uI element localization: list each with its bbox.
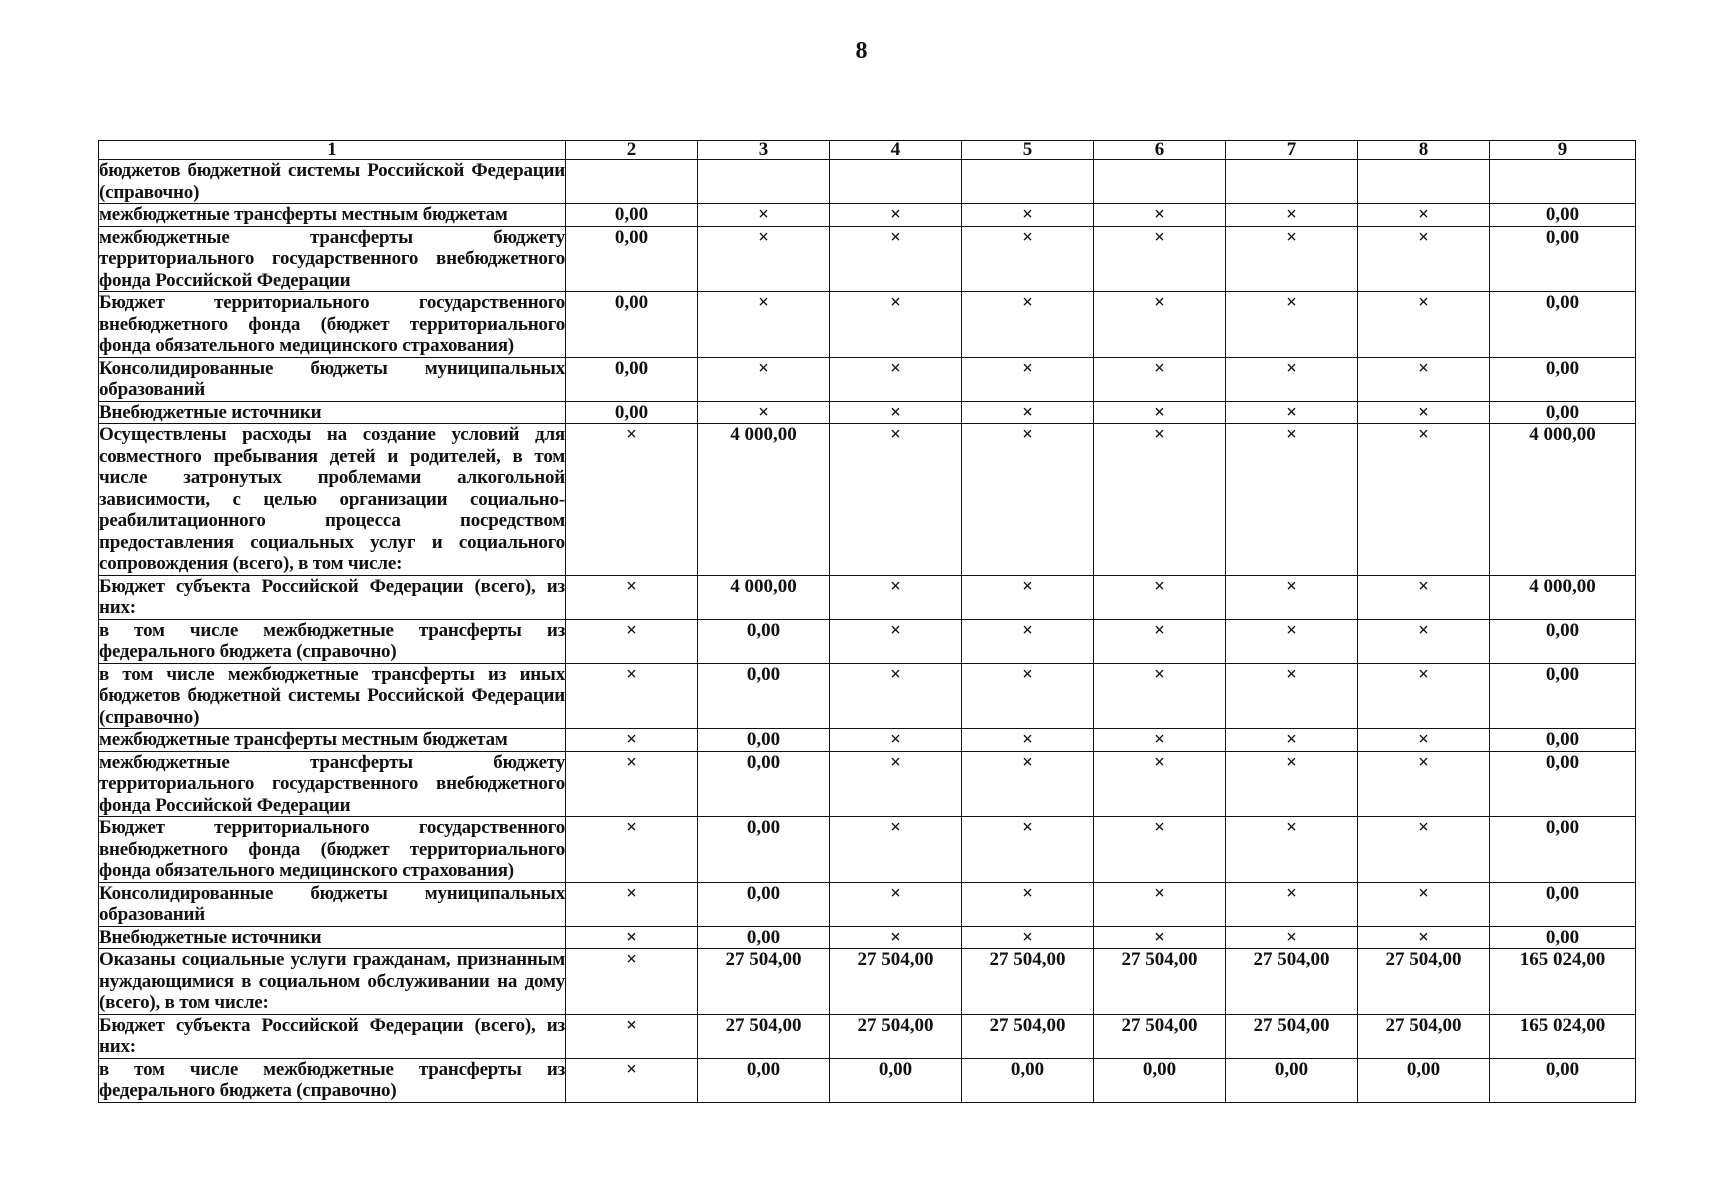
row-value: 0,00 bbox=[698, 882, 830, 926]
row-value bbox=[698, 160, 830, 204]
row-value: × bbox=[1094, 817, 1226, 883]
row-value: × bbox=[962, 204, 1094, 227]
row-value: 0,00 bbox=[1490, 204, 1636, 227]
row-description: Бюджет территориального государственного внебюджетного фонда (бюджет территориального фонда обязательного медицинского страхования) bbox=[99, 817, 565, 881]
row-value: 0,00 bbox=[698, 729, 830, 752]
row-value: × bbox=[1226, 882, 1358, 926]
row-value: × bbox=[1226, 751, 1358, 817]
row-value: × bbox=[1094, 619, 1226, 663]
row-value: 27 504,00 bbox=[1358, 949, 1490, 1015]
row-value: 27 504,00 bbox=[698, 949, 830, 1015]
row-value: × bbox=[962, 751, 1094, 817]
table-row bbox=[99, 619, 1636, 663]
row-value: 0,00 bbox=[1490, 751, 1636, 817]
column-number: 4 bbox=[830, 141, 962, 160]
row-value: × bbox=[1094, 226, 1226, 292]
row-value: × bbox=[1094, 401, 1226, 424]
column-number: 7 bbox=[1226, 141, 1358, 160]
table-row bbox=[99, 663, 1636, 729]
row-value: × bbox=[566, 751, 698, 817]
row-value: 0,00 bbox=[1490, 663, 1636, 729]
table-row bbox=[99, 882, 1636, 926]
row-value: × bbox=[566, 1014, 698, 1058]
row-value: × bbox=[566, 882, 698, 926]
row-value: 165 024,00 bbox=[1490, 1014, 1636, 1058]
row-value: 27 504,00 bbox=[962, 949, 1094, 1015]
column-number: 3 bbox=[698, 141, 830, 160]
row-value: × bbox=[830, 663, 962, 729]
row-value: × bbox=[962, 401, 1094, 424]
row-value: × bbox=[566, 424, 698, 576]
column-number: 2 bbox=[566, 141, 698, 160]
row-value: 0,00 bbox=[1490, 882, 1636, 926]
table-row bbox=[99, 424, 1636, 576]
row-value: 0,00 bbox=[566, 401, 698, 424]
row-value: × bbox=[1358, 575, 1490, 619]
row-value: × bbox=[1226, 204, 1358, 227]
column-number: 1 bbox=[99, 141, 566, 160]
table-row bbox=[99, 292, 1636, 358]
row-value: × bbox=[566, 949, 698, 1015]
row-value: × bbox=[1094, 926, 1226, 949]
row-value: × bbox=[1094, 575, 1226, 619]
column-number: 8 bbox=[1358, 141, 1490, 160]
row-value: × bbox=[1226, 663, 1358, 729]
row-value: × bbox=[1358, 817, 1490, 883]
row-value: 27 504,00 bbox=[1094, 949, 1226, 1015]
table-row bbox=[99, 949, 1636, 1015]
table-row bbox=[99, 575, 1636, 619]
row-value: × bbox=[830, 882, 962, 926]
row-value: × bbox=[1226, 575, 1358, 619]
row-value: × bbox=[962, 619, 1094, 663]
row-value: 0,00 bbox=[566, 204, 698, 227]
row-value: 4 000,00 bbox=[1490, 424, 1636, 576]
row-value: 0,00 bbox=[1358, 1058, 1490, 1102]
row-value: × bbox=[830, 204, 962, 227]
row-value: × bbox=[1094, 751, 1226, 817]
row-description: в том числе межбюджетные трансферты из федерального бюджета (справочно) bbox=[99, 1058, 565, 1101]
row-value: × bbox=[962, 575, 1094, 619]
row-value: 0,00 bbox=[1490, 817, 1636, 883]
column-number: 6 bbox=[1094, 141, 1226, 160]
row-value: × bbox=[1358, 226, 1490, 292]
row-value: 0,00 bbox=[698, 751, 830, 817]
table-row bbox=[99, 729, 1636, 752]
row-value: 165 024,00 bbox=[1490, 949, 1636, 1015]
row-description: бюджетов бюджетной системы Российской Федерации (справочно) bbox=[99, 160, 565, 203]
row-value bbox=[962, 160, 1094, 204]
row-value: × bbox=[1226, 292, 1358, 358]
table-row bbox=[99, 751, 1636, 817]
row-value: × bbox=[830, 619, 962, 663]
row-value: 0,00 bbox=[1490, 357, 1636, 401]
row-value: × bbox=[1358, 729, 1490, 752]
row-value: × bbox=[1358, 292, 1490, 358]
row-value: 0,00 bbox=[698, 817, 830, 883]
table-row bbox=[99, 817, 1636, 883]
row-value: × bbox=[962, 817, 1094, 883]
row-value: × bbox=[1226, 729, 1358, 752]
row-value: × bbox=[1094, 729, 1226, 752]
row-value: × bbox=[962, 729, 1094, 752]
row-value bbox=[1490, 160, 1636, 204]
row-description: межбюджетные трансферты местным бюджетам bbox=[99, 204, 566, 227]
row-value: × bbox=[962, 882, 1094, 926]
row-value: × bbox=[1226, 424, 1358, 576]
row-value bbox=[1358, 160, 1490, 204]
row-value: 27 504,00 bbox=[1226, 1014, 1358, 1058]
row-value: × bbox=[698, 204, 830, 227]
table-row bbox=[99, 401, 1636, 424]
row-value: 4 000,00 bbox=[698, 424, 830, 576]
budget-table bbox=[98, 140, 1636, 1103]
row-value: 0,00 bbox=[1490, 292, 1636, 358]
row-value: × bbox=[830, 751, 962, 817]
row-value: × bbox=[1094, 357, 1226, 401]
row-value: × bbox=[566, 926, 698, 949]
row-value: × bbox=[1094, 424, 1226, 576]
row-value: × bbox=[1358, 663, 1490, 729]
page-number: 8 bbox=[855, 38, 868, 64]
row-value: × bbox=[1358, 424, 1490, 576]
row-value bbox=[1226, 160, 1358, 204]
row-value: × bbox=[566, 729, 698, 752]
row-value: 0,00 bbox=[1490, 1058, 1636, 1102]
table-row bbox=[99, 926, 1636, 949]
row-value: 0,00 bbox=[566, 292, 698, 358]
row-description: Оказаны социальные услуги гражданам, признанным нуждающимися в социальном обслуживании на дому (всего), в том числе: bbox=[99, 949, 565, 1013]
row-value: × bbox=[830, 926, 962, 949]
column-number-row bbox=[99, 141, 1636, 160]
row-value: 0,00 bbox=[698, 663, 830, 729]
row-description: в том числе межбюджетные трансферты из федерального бюджета (справочно) bbox=[99, 619, 565, 662]
row-value: 0,00 bbox=[1490, 729, 1636, 752]
row-value: × bbox=[1094, 292, 1226, 358]
row-value bbox=[1094, 160, 1226, 204]
row-description: Консолидированные бюджеты муниципальных образований bbox=[99, 882, 565, 925]
row-value: 0,00 bbox=[698, 1058, 830, 1102]
row-description: в том числе межбюджетные трансферты из иных бюджетов бюджетной системы Российской Федерации (справочно) bbox=[99, 663, 565, 728]
row-description: Внебюджетные источники bbox=[99, 401, 566, 424]
row-description: Внебюджетные источники bbox=[99, 926, 566, 949]
row-value: × bbox=[566, 817, 698, 883]
row-value: × bbox=[566, 1058, 698, 1102]
row-value: 0,00 bbox=[566, 226, 698, 292]
row-value: 0,00 bbox=[698, 619, 830, 663]
row-value: 0,00 bbox=[962, 1058, 1094, 1102]
row-value bbox=[830, 160, 962, 204]
row-value: × bbox=[1226, 817, 1358, 883]
row-value: × bbox=[1094, 882, 1226, 926]
table-row bbox=[99, 1014, 1636, 1058]
table-row bbox=[99, 357, 1636, 401]
row-value: 27 504,00 bbox=[830, 1014, 962, 1058]
row-value: × bbox=[1094, 663, 1226, 729]
row-value: × bbox=[962, 292, 1094, 358]
row-value: × bbox=[830, 226, 962, 292]
row-value: × bbox=[1226, 226, 1358, 292]
row-value: 27 504,00 bbox=[1094, 1014, 1226, 1058]
row-value: × bbox=[1358, 926, 1490, 949]
row-description: межбюджетные трансферты бюджету территориального государственного внебюджетного фонда Российской Федерации bbox=[99, 226, 565, 291]
row-value: × bbox=[1094, 204, 1226, 227]
row-value: × bbox=[1358, 357, 1490, 401]
row-value: × bbox=[698, 292, 830, 358]
row-value: 0,00 bbox=[566, 357, 698, 401]
row-value: × bbox=[830, 729, 962, 752]
table-row bbox=[99, 160, 1636, 204]
table-body bbox=[99, 141, 1636, 1103]
row-value: 27 504,00 bbox=[698, 1014, 830, 1058]
column-number: 5 bbox=[962, 141, 1094, 160]
row-value: × bbox=[698, 401, 830, 424]
row-value: 27 504,00 bbox=[962, 1014, 1094, 1058]
row-value: 27 504,00 bbox=[830, 949, 962, 1015]
table-row bbox=[99, 204, 1636, 227]
row-value: × bbox=[1226, 926, 1358, 949]
row-value: 0,00 bbox=[1490, 926, 1636, 949]
row-value: 4 000,00 bbox=[1490, 575, 1636, 619]
row-value: × bbox=[830, 424, 962, 576]
row-value: 27 504,00 bbox=[1226, 949, 1358, 1015]
row-value: 0,00 bbox=[1490, 401, 1636, 424]
row-description: Бюджет территориального государственного внебюджетного фонда (бюджет территориального фонда обязательного медицинского страхования) bbox=[99, 292, 565, 356]
row-value: 0,00 bbox=[698, 926, 830, 949]
row-value: × bbox=[962, 424, 1094, 576]
row-value bbox=[566, 160, 698, 204]
row-value: × bbox=[566, 575, 698, 619]
row-value: 4 000,00 bbox=[698, 575, 830, 619]
row-value: × bbox=[830, 575, 962, 619]
row-value: × bbox=[962, 663, 1094, 729]
row-value: × bbox=[1226, 401, 1358, 424]
row-value: × bbox=[1358, 751, 1490, 817]
row-value: × bbox=[566, 619, 698, 663]
table-row bbox=[99, 226, 1636, 292]
row-value: 0,00 bbox=[1490, 619, 1636, 663]
row-value: × bbox=[962, 357, 1094, 401]
row-description: Бюджет субъекта Российской Федерации (всего), из них: bbox=[99, 575, 565, 618]
row-value: × bbox=[1358, 401, 1490, 424]
row-value: 0,00 bbox=[830, 1058, 962, 1102]
row-description: Консолидированные бюджеты муниципальных образований bbox=[99, 357, 565, 400]
row-value: × bbox=[698, 357, 830, 401]
row-value: × bbox=[830, 401, 962, 424]
row-description: межбюджетные трансферты бюджету территориального государственного внебюджетного фонда Российской Федерации bbox=[99, 751, 565, 816]
row-value: × bbox=[830, 817, 962, 883]
row-value: × bbox=[1358, 204, 1490, 227]
row-description: межбюджетные трансферты местным бюджетам bbox=[99, 729, 566, 752]
row-description: Осуществлены расходы на создание условий для совместного пребывания детей и родителей, в том числе затронутых проблемами алкогольной зависимости, с целью организации социально-реабилитационного процесса посредством предоставления социальных услуг и социального сопровождения (всего), в том числе: bbox=[99, 424, 565, 574]
row-value: × bbox=[1226, 619, 1358, 663]
row-value: 0,00 bbox=[1094, 1058, 1226, 1102]
row-value: 27 504,00 bbox=[1358, 1014, 1490, 1058]
row-value: × bbox=[1358, 882, 1490, 926]
row-value: 0,00 bbox=[1490, 226, 1636, 292]
row-value: × bbox=[698, 226, 830, 292]
row-value: × bbox=[1226, 357, 1358, 401]
row-value: 0,00 bbox=[1226, 1058, 1358, 1102]
row-description: Бюджет субъекта Российской Федерации (всего), из них: bbox=[99, 1014, 565, 1057]
row-value: × bbox=[962, 926, 1094, 949]
table-row bbox=[99, 1058, 1636, 1102]
row-value: × bbox=[566, 663, 698, 729]
row-value: × bbox=[830, 292, 962, 358]
row-value: × bbox=[962, 226, 1094, 292]
column-number: 9 bbox=[1490, 141, 1636, 160]
row-value: × bbox=[830, 357, 962, 401]
row-value: × bbox=[1358, 619, 1490, 663]
